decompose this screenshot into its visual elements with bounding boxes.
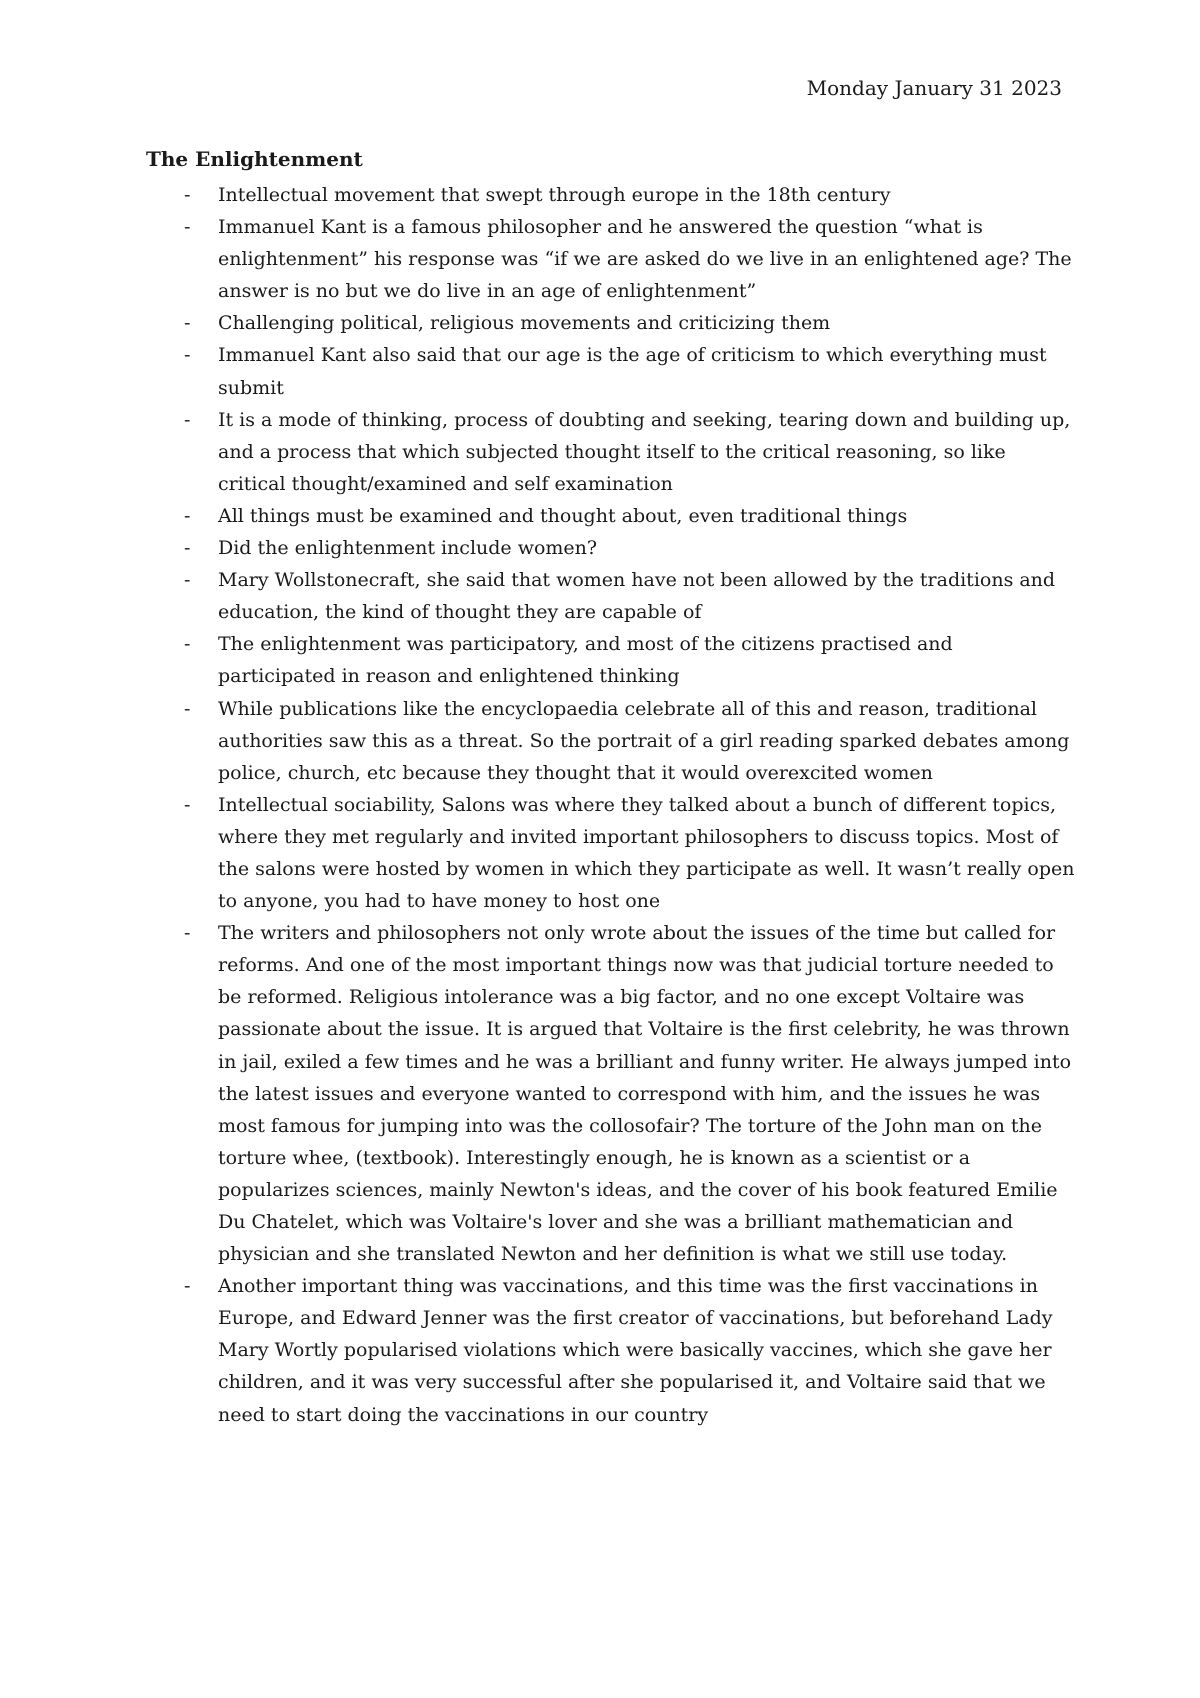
bullet-marker: - xyxy=(184,408,191,431)
list-item-text: Immanuel Kant is a famous philosopher and he answered the question “what is enlightenment” his response was “if we are asked do we live in an enlightened age? The answer is no but we do live in an age of enlightenment” xyxy=(218,216,1072,303)
list-item-text: Intellectual movement that swept through europe in the 18th century xyxy=(218,184,891,206)
list-item xyxy=(146,307,1076,339)
bullet-marker: - xyxy=(184,697,191,720)
list-item-text: Challenging political, religious movements and criticizing them xyxy=(218,312,831,335)
list-item-text: Intellectual sociability, Salons was where they talked about a bunch of different topics, where they met regularly and invited important philosophers to discuss topics. Most of the salons were hosted by women in which they participate as well. It wasn’t really open to anyone, you had to have money to host one xyxy=(218,793,1075,913)
bullet-marker: - xyxy=(184,344,191,367)
bullet-marker: - xyxy=(184,1275,191,1298)
bullet-marker: - xyxy=(184,922,191,945)
document-title: The Enlightenment xyxy=(146,147,363,171)
list-item xyxy=(146,917,1076,1270)
list-item xyxy=(146,404,1076,500)
bullet-marker: - xyxy=(184,504,191,527)
bullet-marker: - xyxy=(184,633,191,656)
list-item xyxy=(146,339,1076,403)
list-item xyxy=(146,693,1076,789)
bullet-marker: - xyxy=(184,216,191,239)
bullet-marker: - xyxy=(184,793,191,816)
list-item-text: Mary Wollstonecraft, she said that women have not been allowed by the traditions and education, the kind of thought they are capable of xyxy=(218,569,1056,624)
list-item xyxy=(146,179,1076,211)
bullet-marker: - xyxy=(184,569,191,592)
list-item xyxy=(146,1270,1076,1430)
notes-list xyxy=(146,179,1076,1431)
list-item-text: Immanuel Kant also said that our age is the age of criticism to which everything must submit xyxy=(218,344,1047,399)
list-item-text: Did the enlightenment include women? xyxy=(218,537,598,560)
list-item-text: The writers and philosophers not only wrote about the issues of the time but called for reforms. And one of the most important things now was that judicial torture needed to be reformed. Religious intolerance was a big factor, and no one except Voltaire was passionate about the issue. It is argued that Voltaire is the first celebrity, he was thrown in jail, exiled a few times and he was a brilliant and funny writer. He always jumped into the latest issues and everyone wanted to correspond with him, and the issues he was most famous for jumping into was the collosofair? The torture of the John man on the torture whee, (textbook). Interestingly enough, he is known as a scientist or a popularizes sciences, mainly Newton's ideas, and the cover of his book featured Emilie Du Chatelet, which was Voltaire's lover and she was a brilliant mathematician and physician and she translated Newton and her definition is what we still use today. xyxy=(218,922,1072,1266)
list-item xyxy=(146,628,1076,692)
list-item-text: While publications like the encyclopaedia celebrate all of this and reason, traditional authorities saw this as a threat. So the portrait of a girl reading sparked debates among police, church, etc because they thought that it would overexcited women xyxy=(218,697,1070,784)
list-item-text: It is a mode of thinking, process of doubting and seeking, tearing down and building up, and a process that which subjected thought itself to the critical reasoning, so like critical thought/examined and self examination xyxy=(218,408,1071,495)
list-item-text: The enlightenment was participatory, and most of the citizens practised and participated in reason and enlightened thinking xyxy=(218,633,953,688)
list-item xyxy=(146,500,1076,532)
list-item-text: Another important thing was vaccinations, and this time was the first vaccinations in Europe, and Edward Jenner was the first creator of vaccinations, but beforehand Lady Mary Wortly popularised violations which were basically vaccines, which she gave her children, and it was very successful after she popularised it, and Voltaire said that we need to start doing the vaccinations in our country xyxy=(218,1275,1053,1426)
bullet-marker: - xyxy=(184,537,191,560)
list-item xyxy=(146,211,1076,307)
list-item xyxy=(146,532,1076,564)
bullet-marker: - xyxy=(184,312,191,335)
list-item xyxy=(146,789,1076,917)
bullet-marker: - xyxy=(184,184,191,206)
list-item-text: All things must be examined and thought about, even traditional things xyxy=(218,504,908,527)
document-date: Monday January 31 2023 xyxy=(806,76,1062,100)
list-item xyxy=(146,564,1076,628)
